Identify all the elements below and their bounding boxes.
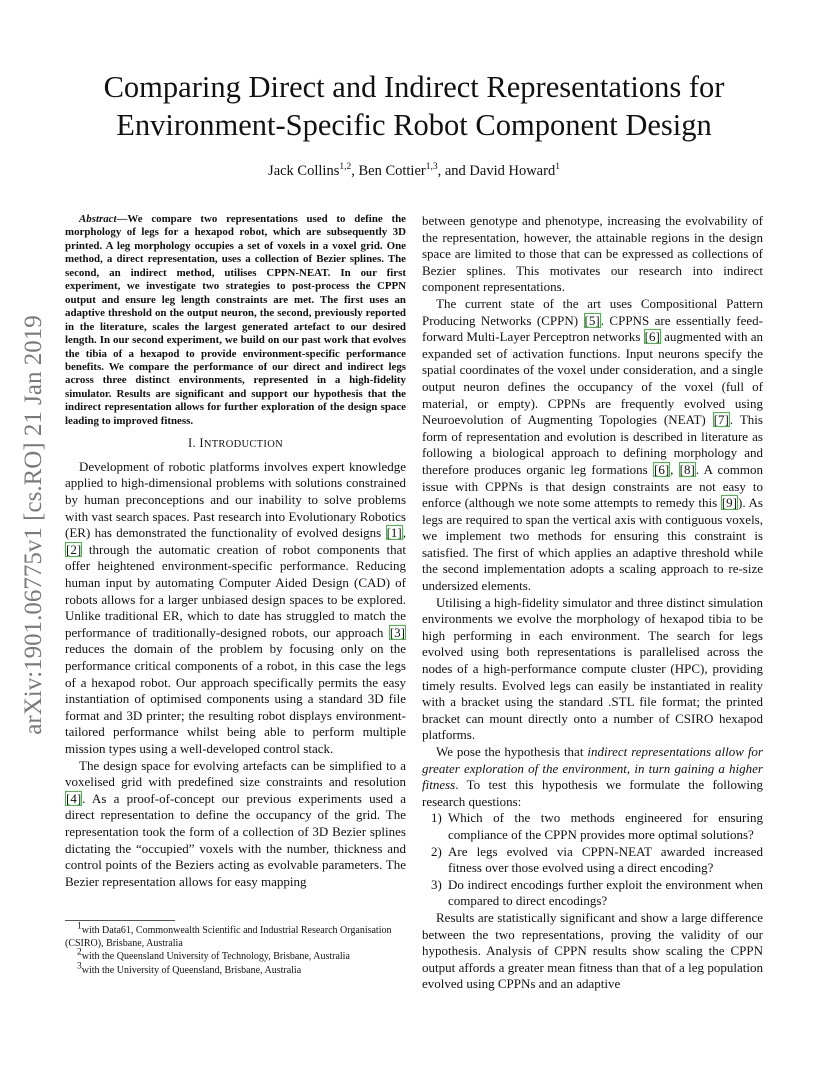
intro-paragraph-2: The design space for evolving artefacts can be simplified to a voxelised grid with predefined size constraints and resolution [4]. As a proof-of-concept our previous experiments used a direct representation to define the occupancy of the grid. The representation took the form of a collection of 3D Bezier splines dictating the “occupied” voxels with the number, thickness and control points of the Beziers acting as evolvable parameters. The Bezier representation allows for easy mapping <box>65 757 406 889</box>
author-name: David Howard <box>469 163 556 179</box>
intro-paragraph-6: Results are statistically significant and show a large difference between the two representations, proving the validity of our hypothesis. Analysis of CPPN results show scaling the CPPN output affords a greater mean fitness than that of a leg population evolved using CPPNs and an adaptive <box>422 909 763 992</box>
paper-title <box>40 68 788 144</box>
author-name: Jack Collins <box>268 163 340 179</box>
section-heading-introduction: I. INTRODUCTION <box>188 436 283 451</box>
list-item: 3) Do indirect encodings further exploit the environment when compared to direct encodings? <box>431 876 763 909</box>
citation-link[interactable]: [6] <box>653 461 670 477</box>
abstract-label: Abstract <box>79 213 117 225</box>
citation-link[interactable]: [7] <box>713 412 729 428</box>
affiliation-mark: 1,2 <box>339 162 352 173</box>
list-item: 1) Which of the two methods engineered for ensuring compliance of the CPPN provides more optimal solutions? <box>431 810 763 842</box>
author-list <box>40 161 788 181</box>
footnotes <box>65 920 406 978</box>
author-separator: , <box>351 163 359 179</box>
citation-link[interactable]: [8] <box>679 461 695 477</box>
intro-paragraph-1: Development of robotic platforms involves expert knowledge applied to high-dimensional problems with solutions constrained by human preconceptions and our inability to solve problems with vast search spaces. Past research into Evolutionary Robotics (ER) has demonstrated the functionality of evolved designs [1], [2] through the automatic creation of robot components that offer heightened environment-specific performance. Reducing human input by automating Computer Aided Design (CAD) of robots allows for a larger unbiased design spaces to be explored. Unlike traditional ER, which to date has struggled to match the performance of traditionally-designed robots, our approach [3] reduces the domain of the problem by focusing only on the performance critical components of a robot, in this case the legs of a hexapod robot. Our approach specifically permits the easy instantiation of optimised components using a standard 3D file format and 3D printer; the resulting robot displays environment-tailored performance whilst being able to perform multiple mission types using a well-developed control stack. <box>65 458 406 756</box>
right-column <box>422 213 763 993</box>
author-separator: , and <box>437 163 470 179</box>
affiliation-mark: 1 <box>555 162 560 173</box>
citation-link[interactable]: [6] <box>644 329 660 345</box>
citation-link[interactable]: [3] <box>389 624 405 640</box>
research-questions-list <box>422 810 763 910</box>
author-name: Ben Cottier <box>358 163 426 179</box>
left-column <box>65 213 406 890</box>
intro-paragraph-3: The current state of the art uses Compositional Pattern Producing Networks (CPPN) [5]. CPPNS are essentially feed-forward Multi-Layer Perceptron networks [6] augmented with an expanded set of activation functions. Input neurons specify the spatial coordinates of the voxel under consideration, and a single output neuron defines the occupancy of the voxel (full of material, or empty). CPPNs are frequently evolved using Neuroevolution of Augmenting Topologies (NEAT) [7]. This form of representation and evolution is described in literature as following a biological approach to defining morphology and therefore produces organic leg formations [6], [8]. A common issue with CPPNs is that design constraints are not easy to enforce (although we note some attempts to remedy this [9]). As legs are required to span the vertical axis with contiguous voxels, we implement two methods for ensuring this constraint is satisfied. The first of which applies an adaptive threshold while the second implementation adopts a scaling approach to re-size undersized elements. <box>422 295 764 594</box>
footnote-2: $^2$with the Queensland University of Technology, Brisbane, Australia <box>77 947 350 962</box>
citation-link[interactable]: [2] <box>66 541 82 557</box>
citation-link[interactable]: [9] <box>721 495 737 511</box>
citation-link[interactable]: [4] <box>66 790 82 806</box>
footnote-1: $^1$with Data61, Commonwealth Scientific and Industrial Research Organisation (CSIRO), Brisbane, Australia <box>65 921 392 949</box>
citation-link[interactable]: [1] <box>386 525 402 541</box>
intro-paragraph-5: We pose the hypothesis that indirect representations allow for greater exploration of the environment, in turn gaining a higher fitness. To test this hypothesis we formulate the following research questions: <box>422 744 763 809</box>
footnote-3: $^3$with the University of Queensland, Brisbane, Australia <box>77 961 302 976</box>
affiliation-mark: 1,3 <box>425 162 438 173</box>
title-line-1: Comparing Direct and Indirect Representations for <box>103 70 725 104</box>
abstract-text: —We compare two representations used to define the morphology of legs for a hexapod robot, which are subsequently 3D printed. A leg morphology occupies a set of voxels in a voxel grid. One method, a direct representation, uses a collection of Bezier splines. The second, an indirect method, utilises CPPN-NEAT. In our first experiment, we investigate two strategies to post-process the CPPN output and ensure leg length constraints are met. The first uses an adaptive threshold on the output neuron, the second, previously reported in the literature, scales the largest generated artefact to our desired length. In our second experiment, we build on our past work that evolves the tibia of a hexapod to provide environment-specific performance benefits. We compare the performance of our direct and indirect legs across three distinct environments, represented in a high-fidelity simulator. Results are significant and support our hypothesis that the indirect representation allows for further exploration of the design space leading to improved fitness. <box>65 213 406 427</box>
list-item: 2) Are legs evolved via CPPN-NEAT awarded increased fitness over those evolved using a direct encoding? <box>431 843 763 876</box>
intro-paragraph-4: Utilising a high-fidelity simulator and three distinct simulation environments we evolve the morphology of hexapod tibia to be high performing in each environment. The search for legs evolved using both representations is parallelised across the nodes of a high-performance compute cluster (HPC), providing timely results. Evolved legs can easily be instantiated in reality with a bracket using the standard .STL file format; the printed bracket can mount directly onto a number of CSIRO hexapod platforms. <box>422 594 763 743</box>
intro-paragraph-2-continued: between genotype and phenotype, increasing the evolvability of the representation, however, the attainable regions in the design space are limited to those that can be expressed as collections of Bezier splines. This motivates our research into indirect component representations. <box>422 213 763 295</box>
arxiv-identifier-stamp: arXiv:1901.06775v1 [cs.RO] 21 Jan 2019 <box>20 315 47 735</box>
abstract <box>65 213 406 428</box>
citation-link[interactable]: [5] <box>584 312 600 328</box>
title-line-2: Environment-Specific Robot Component Design <box>116 108 712 142</box>
